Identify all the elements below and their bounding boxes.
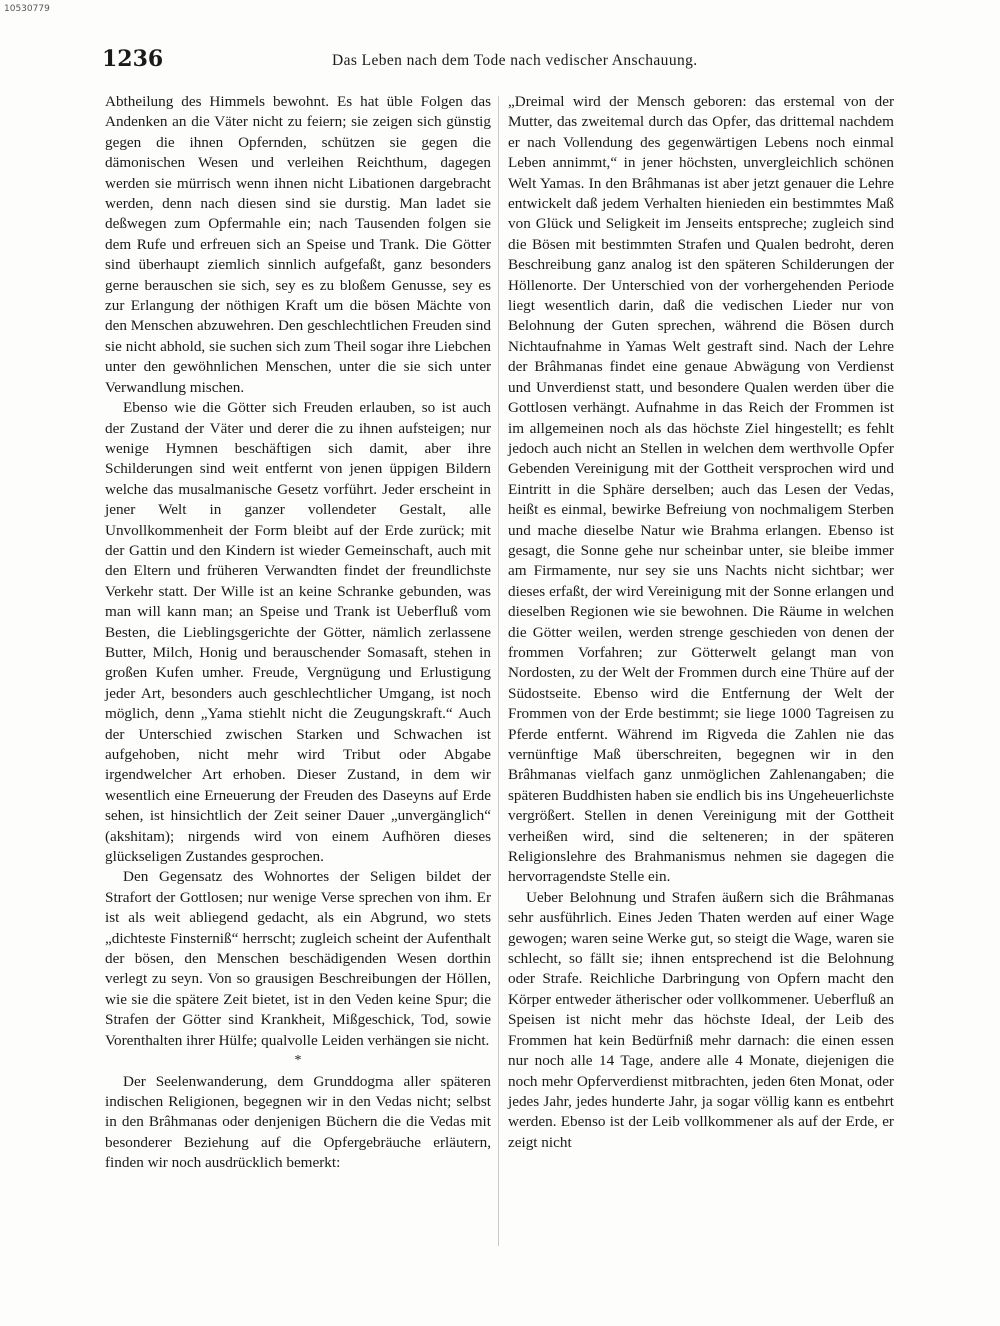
paragraph: Ebenso wie die Götter sich Freuden erlauben, so ist auch der Zustand der Väter und derer die zu ihnen aufsteigen; nur wenige Hymnen beschäftigen sich damit, aber ihre Schilderungen sind weit entfernt von jenen üppigen Bildern welche das musalmanische Gesetz vorführt. Jeder erscheint in jener Welt in ganzer vollendeter Gestalt, alle Unvollkommenheit der Form bleibt auf der Erde zurück; mit der Gattin und den Kindern ist wieder Gemeinschaft, auch mit den Eltern und früheren Verwandten findet der freundlichste Verkehr statt. Der Wille ist an keine Schranke gebunden, was man will kann man; an Speise und Trank ist Ueberfluß vom Besten, die Lieblingsgerichte der Götter, nämlich zerlassene Butter, Milch, Honig und berauschender Somasaft, stehen in großen Kufen umher. Freude, Vergnügung und Erlustigung jeder Art, besonders auch geschlechtlicher Umgang, ist noch möglich, denn „Yama stiehlt nicht die Zeugungskraft.“ Auch der Unterschied zwischen Starken und Schwachen ist aufgehoben, nicht mehr wird Tribut oder Abgabe irgendwelcher Art erhoben. Dieser Zustand, in dem wir wesentlich eine Erneuerung der Freuden des Daseyns auf Erde sehen, ist hinsichtlich der Zeit seiner Dauer „unvergänglich“ (akshitam); nirgends wird von einem Aufhören dieses glückseligen Zustandes gesprochen. (105, 399, 491, 866)
paragraph: Der Seelenwanderung, dem Grunddogma aller späteren indischen Religionen, begegnen wir in den Vedas nicht; selbst in den Brâhmanas oder denjenigen Büchern die die Vedas mit besonderer Beziehung auf die Opfergebräuche erläutern, finden wir noch ausdrücklich bemerkt: (105, 1072, 491, 1172)
left-column (105, 92, 491, 1174)
page-header (102, 46, 892, 76)
section-separator: * (294, 1053, 302, 1069)
column-divider (498, 96, 499, 1246)
page-number: 1236 (102, 46, 164, 72)
paragraph: Abtheilung des Himmels bewohnt. Es hat üble Folgen das Andenken an die Väter nicht zu feiern; sie zeigen sich günstig gegen die ihnen Opfernden, schützen sie gegen die dämonischen Wesen und verleihen Reichthum, dagegen werden sie mürrisch wenn ihnen nicht Libationen dargebracht werden, denn nach diesen sind sie durstig. Man ladet sie deßwegen zum Opfermahle ein; nach Tausenden folgen sie dem Rufe und erfreuen sich an Speise und Trank. Die Götter sind überhaupt ziemlich sinnlich aufgefaßt, ganz besonders gerne berauschen sie sich, sey es zu bloßem Genusse, sey es zur Erlangung der nöthigen Kraft um die bösen Mächte von den Menschen abzuwehren. Den geschlechtlichen Freuden sind sie nicht abhold, sie suchen sich zum Theil sogar ihre Liebchen unter den gewöhnlichen Menschen, unter die sie sich unter Verwandlung mischen. (105, 93, 491, 396)
running-title: Das Leben nach dem Tode nach vedischer Anschauung. (332, 52, 698, 69)
paragraph: Ueber Belohnung und Strafen äußern sich die Brâhmanas sehr ausführlich. Eines Jeden Thaten werden auf einer Wage gewogen; waren seine Werke gut, so steigt die Wage, waren sie schlecht, so fällt sie; ihnen entsprechend ist die Belohnung oder Strafe. Reichliche Darbringung von Opfern macht den Körper entweder ätherischer oder vollkommener. Ueberfluß an Speisen ist nicht mehr das höchste Ideal, der Leib des Frommen hat kein Bedürfniß mehr darnach: die einen essen nur noch alle 14 Tage, andere alle 4 Monate, diejenigen die noch mehr Opferverdienst mitbrachten, jeden 6ten Monat, oder jedes Jahr, jedes hunderte Jahr, ja sogar völlig kann es entbehrt werden. Ebenso ist der Leib vollkommener als auf der Erde, er zeigt nicht (508, 888, 894, 1151)
paragraph: „Dreimal wird der Mensch geboren: das erstemal von der Mutter, das zweitemal durch das Opfer, das drittemal nachdem er nach Vollendung des gegenwärtigen Lebens noch einmal Leben annimmt,“ in jener höchsten, unvergleichlich schönen Welt Yamas. In den Brâhmanas ist aber jetzt genauer die Lehre entwickelt daß jedem Verhalten hienieden ein bestimmtes Maß von Glück und Seligkeit im Jenseits entspreche; zugleich sind die Bösen mit bestimmten Strafen und Qualen bedroht, deren Beschreibung ganz analog ist den späteren Schilderungen der Höllenorte. Der Unterschied von der vorhergehenden Periode liegt wesentlich darin, daß die vedischen Lieder nur von Belohnung der Guten sprechen, während die Bösen durch Nichtaufnahme in Yamas Welt gestraft sind. Nach der Lehre der Brâhmanas findet eine genaue Abwägung von Verdienst und Unverdienst statt, und besondere Qualen werden über die Gottlosen verhängt. Aufnahme in das Reich der Frommen ist im allgemeinen noch als das höchste Ziel hingestellt; es fehlt jedoch auch nicht an Stellen in welchen dem werthvolle Opfer Gebenden Vereinigung mit der Gottheit versprochen wird und Eintritt in die Sphäre derselben; auch das Lesen der Vedas, heißt es einmal, bewirke Befreiung von nochmaligem Sterben und mache dieselbe Natur wie Brahma erlangen. Ebenso ist gesagt, die Sonne gehe nur scheinbar unter, sie bleibe immer am Firmamente, nur sey sie uns Nachts nicht sichtbar; wer dieses erfaßt, der wird Vereinigung mit der Sonne erlangen und dieselben Regionen wie sie bewohnen. Die Räume in welchen die Götter weilen, werden strenge geschieden von denen der frommen Vorfahren; zur Götterwelt gelangt man von Nordosten, zu der Welt der Frommen durch eine Thüre auf der Südostseite. Ebenso wird die Entfernung der Welt der Frommen von der Erde bestimmt; sie liege 1000 Tagreisen zu Pferde entfernt. Während im Rigveda die Zahlen nie das vernünftige Maß überschreiten, begegnen wir in den Brâhmanas vielfach ganz unmöglichen Zahlenangaben; die späteren Buddhisten haben sie endlich bis ins Ungeheuerlichste vergrößert. Stellen in denen Vereinigung mit der Gottheit verheißen wird, sind die selteneren; in der späteren Religionslehre des Brahmanismus nehmen sie dagegen die hervorragendste Stelle ein. (508, 93, 894, 886)
scan-id: 10530779 (4, 4, 50, 14)
paragraph: Den Gegensatz des Wohnortes der Seligen bildet der Strafort der Gottlosen; nur wenige Verse sprechen von ihm. Er ist als weit abliegend gedacht, als ein Abgrund, wo stets „dichteste Finsterniß“ herrscht; zugleich scheint der Aufenthalt der bösen, den Menschen beschädigenden Wesen dorthin verlegt zu seyn. Von so grausigen Beschreibungen der Höllen, wie sie die spätere Zeit bietet, ist in den Veden keine Spur; die Strafen der Götter sind Krankheit, Mißgeschick, Tod, sowie Vorenthalten ihrer Hülfe; qualvolle Leiden verhängen sie nicht. (105, 868, 491, 1049)
right-column (508, 92, 894, 1153)
